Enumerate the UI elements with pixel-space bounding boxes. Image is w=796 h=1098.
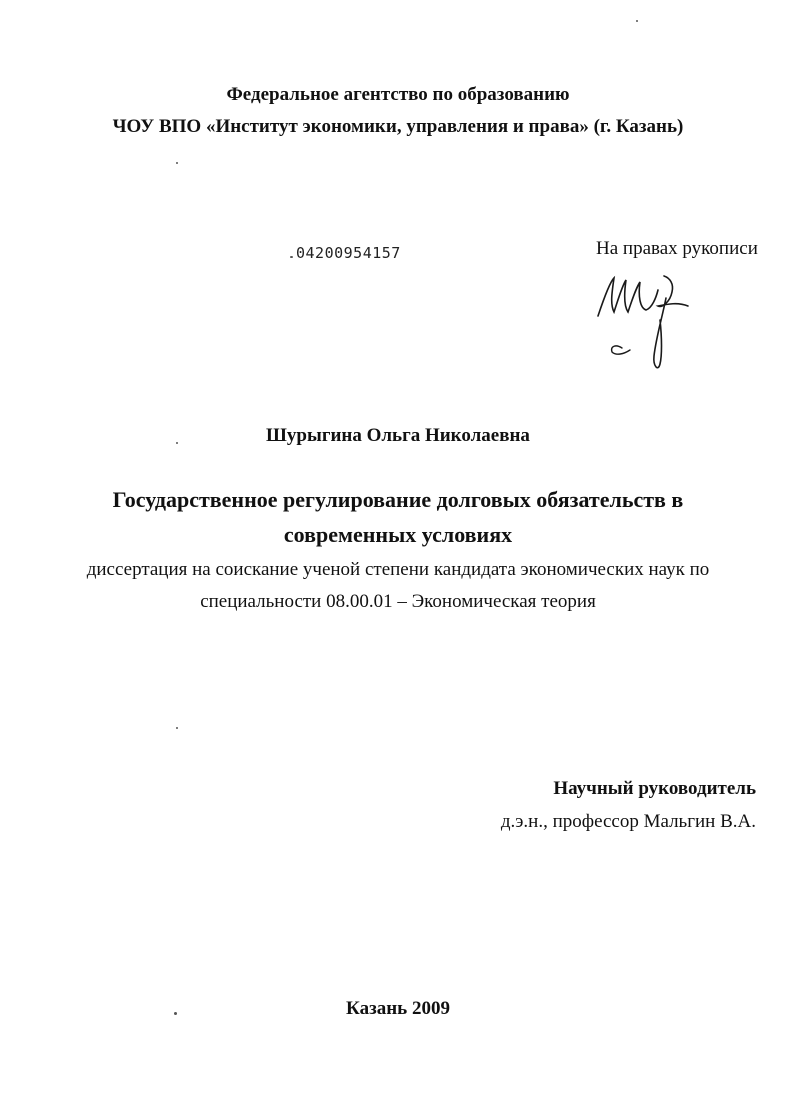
- advisor-name: д.э.н., профессор Мальгин В.А.: [500, 811, 756, 832]
- scan-speck: [636, 20, 638, 22]
- scan-speck: [174, 1012, 177, 1015]
- thesis-subtitle-line-1: диссертация на соискание ученой степени кандидата экономических наук по: [86, 559, 710, 580]
- agency-name: Федеральное агентство по образованию: [226, 84, 570, 105]
- scan-speck: [176, 727, 178, 729]
- scan-speck: [176, 162, 178, 164]
- scan-speck: [290, 256, 293, 258]
- thesis-subtitle-line-2: специальности 08.00.01 – Экономическая теория: [200, 591, 596, 612]
- author-name: Шурыгина Ольга Николаевна: [266, 425, 530, 446]
- scan-speck: [176, 442, 178, 444]
- manuscript-rights-label: На правах рукописи: [596, 238, 758, 259]
- signature-image: [592, 268, 702, 376]
- registration-number: 04200954157: [296, 244, 401, 262]
- advisor-heading: Научный руководитель: [553, 778, 756, 799]
- thesis-title-line-2: современных условиях: [283, 522, 513, 547]
- institute-name: ЧОУ ВПО «Институт экономики, управления и права» (г. Казань): [112, 116, 684, 137]
- city-year: Казань 2009: [346, 998, 450, 1019]
- thesis-title-line-1: Государственное регулирование долговых обязательств в: [112, 487, 684, 512]
